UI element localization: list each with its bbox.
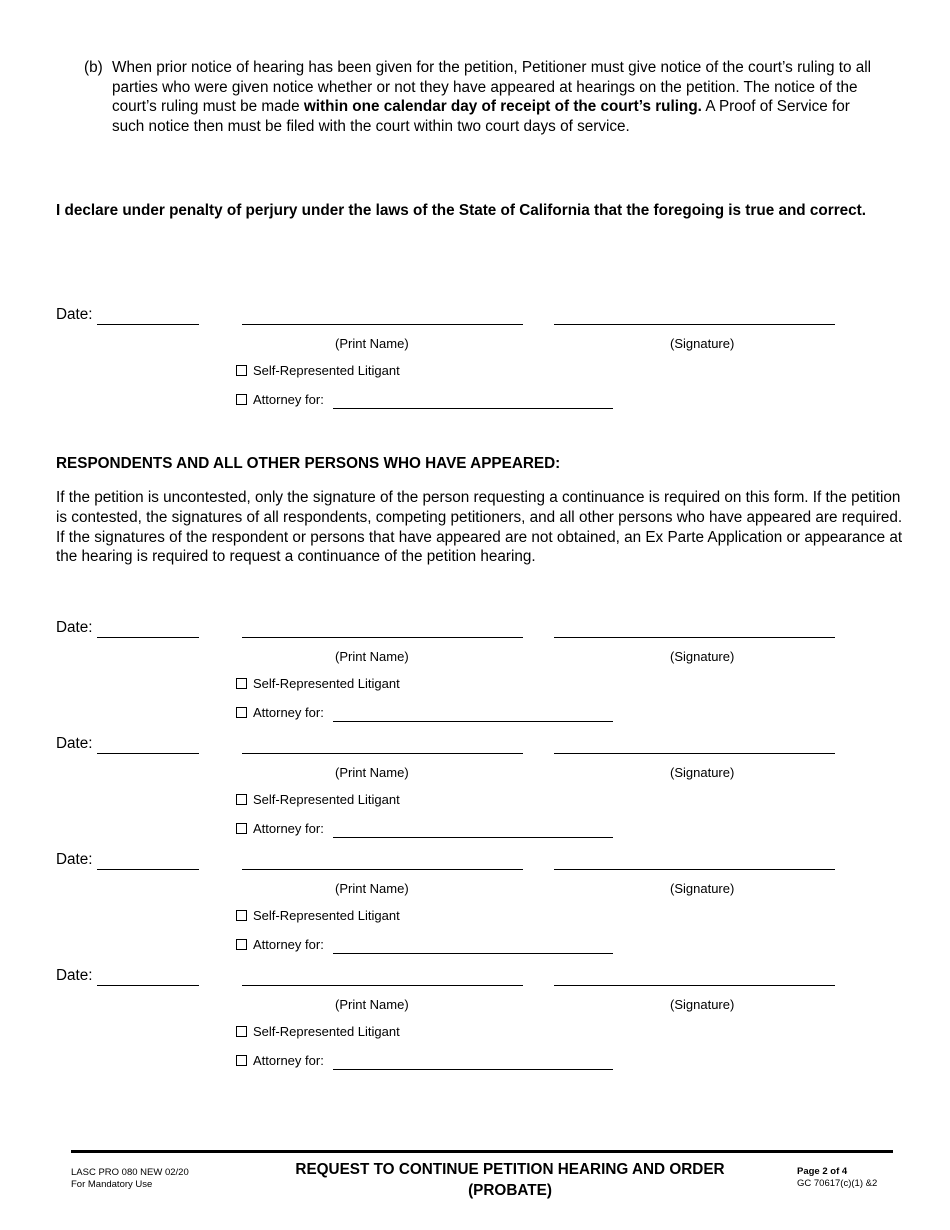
respondents-instructions: If the petition is uncontested, only the signature of the person requesting a continuance is required on this form. If the petition is contested, the signatures of all respondents, competing petitioners, and all other persons who have appeared are required. If the signatures of the respondent or persons that have appeared are not obtained, an Ex Parte Application or appearance at the hearing is required to request a continuance of the petition hearing. xyxy=(56,489,903,566)
paragraph-b-text-part1: When prior notice of hearing has been given for the petition, Petitioner must give notice of the court’s ruling to all parties who were given notice whether or not they have appeared at hearings on the petition. The notice of the court’s ruling must be made xyxy=(112,59,872,116)
date-label: Date: xyxy=(56,967,93,984)
attorney-checkbox[interactable] xyxy=(236,707,247,718)
print-name-field[interactable] xyxy=(242,637,523,638)
self-represented-checkbox[interactable] xyxy=(236,365,247,376)
print-name-field[interactable] xyxy=(242,869,523,870)
attorney-checkbox[interactable] xyxy=(236,939,247,950)
paragraph-b-label: (b) xyxy=(84,59,103,76)
respondent-signature-block xyxy=(0,735,950,835)
signature-caption: (Signature) xyxy=(670,765,735,780)
self-represented-label: Self-Represented Litigant xyxy=(253,363,400,378)
attorney-option xyxy=(236,821,324,836)
form-title-line1: REQUEST TO CONTINUE PETITION HEARING AND ORDER xyxy=(295,1161,725,1178)
form-title xyxy=(250,1159,770,1201)
attorney-option xyxy=(236,937,324,952)
footer-form-info xyxy=(71,1167,189,1191)
print-name-field[interactable] xyxy=(242,985,523,986)
date-label: Date: xyxy=(56,619,93,636)
signature-caption: (Signature) xyxy=(670,997,735,1012)
self-represented-label: Self-Represented Litigant xyxy=(253,676,400,691)
date-field[interactable] xyxy=(97,637,199,638)
perjury-declaration: I declare under penalty of perjury under the laws of the State of California that the foregoing is true and correct. xyxy=(56,202,867,219)
attorney-for-field[interactable] xyxy=(333,408,613,409)
date-field[interactable] xyxy=(97,869,199,870)
attorney-for-label: Attorney for: xyxy=(253,1053,324,1068)
signature-field[interactable] xyxy=(554,753,835,754)
print-name-caption: (Print Name) xyxy=(335,881,409,896)
attorney-option xyxy=(236,705,324,720)
date-label: Date: xyxy=(56,306,93,323)
signature-field[interactable] xyxy=(554,324,835,325)
petitioner-signature-block xyxy=(0,306,950,406)
attorney-for-field[interactable] xyxy=(333,953,613,954)
attorney-checkbox[interactable] xyxy=(236,823,247,834)
page-number: Page 2 of 4 xyxy=(797,1166,848,1177)
print-name-caption: (Print Name) xyxy=(335,336,409,351)
self-represented-label: Self-Represented Litigant xyxy=(253,1024,400,1039)
paragraph-b-text-bold: within one calendar day of receipt of the court’s ruling. xyxy=(303,98,702,116)
attorney-for-field[interactable] xyxy=(333,721,613,722)
attorney-option xyxy=(236,392,324,407)
signature-field[interactable] xyxy=(554,637,835,638)
date-field[interactable] xyxy=(97,324,199,325)
signature-caption: (Signature) xyxy=(670,881,735,896)
footer-rule xyxy=(71,1150,893,1153)
date-label: Date: xyxy=(56,735,93,752)
footer-page-info xyxy=(797,1166,877,1190)
self-represented-checkbox[interactable] xyxy=(236,794,247,805)
respondent-signature-block xyxy=(0,967,950,1067)
date-label: Date: xyxy=(56,851,93,868)
signature-field[interactable] xyxy=(554,985,835,986)
date-field[interactable] xyxy=(97,985,199,986)
self-represented-option xyxy=(236,676,400,691)
respondent-signature-block xyxy=(0,619,950,719)
self-represented-label: Self-Represented Litigant xyxy=(253,792,400,807)
attorney-option xyxy=(236,1053,324,1068)
form-id: LASC PRO 080 NEW 02/20 xyxy=(71,1167,189,1178)
self-represented-label: Self-Represented Litigant xyxy=(253,908,400,923)
attorney-for-field[interactable] xyxy=(333,1069,613,1070)
self-represented-option xyxy=(236,363,400,378)
signature-caption: (Signature) xyxy=(670,336,735,351)
print-name-caption: (Print Name) xyxy=(335,765,409,780)
respondent-signature-block xyxy=(0,851,950,951)
respondents-heading: RESPONDENTS AND ALL OTHER PERSONS WHO HAVE APPEARED: xyxy=(56,455,561,472)
attorney-for-label: Attorney for: xyxy=(253,821,324,836)
paragraph-b xyxy=(84,58,884,136)
statute-code: GC 70617(c)(1) &2 xyxy=(797,1178,878,1189)
attorney-for-label: Attorney for: xyxy=(253,705,324,720)
paragraph-b-text xyxy=(112,58,884,136)
attorney-checkbox[interactable] xyxy=(236,394,247,405)
date-field[interactable] xyxy=(97,753,199,754)
attorney-checkbox[interactable] xyxy=(236,1055,247,1066)
paragraph-b-text-part2: A Proof of Service for such notice then must be filed with the court within two court days of service. xyxy=(112,98,850,135)
attorney-for-label: Attorney for: xyxy=(253,392,324,407)
self-represented-option xyxy=(236,908,400,923)
attorney-for-field[interactable] xyxy=(333,837,613,838)
signature-caption: (Signature) xyxy=(670,649,735,664)
print-name-caption: (Print Name) xyxy=(335,649,409,664)
self-represented-checkbox[interactable] xyxy=(236,1026,247,1037)
self-represented-option xyxy=(236,792,400,807)
self-represented-checkbox[interactable] xyxy=(236,678,247,689)
print-name-field[interactable] xyxy=(242,324,523,325)
self-represented-checkbox[interactable] xyxy=(236,910,247,921)
print-name-caption: (Print Name) xyxy=(335,997,409,1012)
print-name-field[interactable] xyxy=(242,753,523,754)
form-title-line2: (PROBATE) xyxy=(468,1182,552,1199)
self-represented-option xyxy=(236,1024,400,1039)
signature-field[interactable] xyxy=(554,869,835,870)
attorney-for-label: Attorney for: xyxy=(253,937,324,952)
mandatory-use: For Mandatory Use xyxy=(71,1179,153,1190)
